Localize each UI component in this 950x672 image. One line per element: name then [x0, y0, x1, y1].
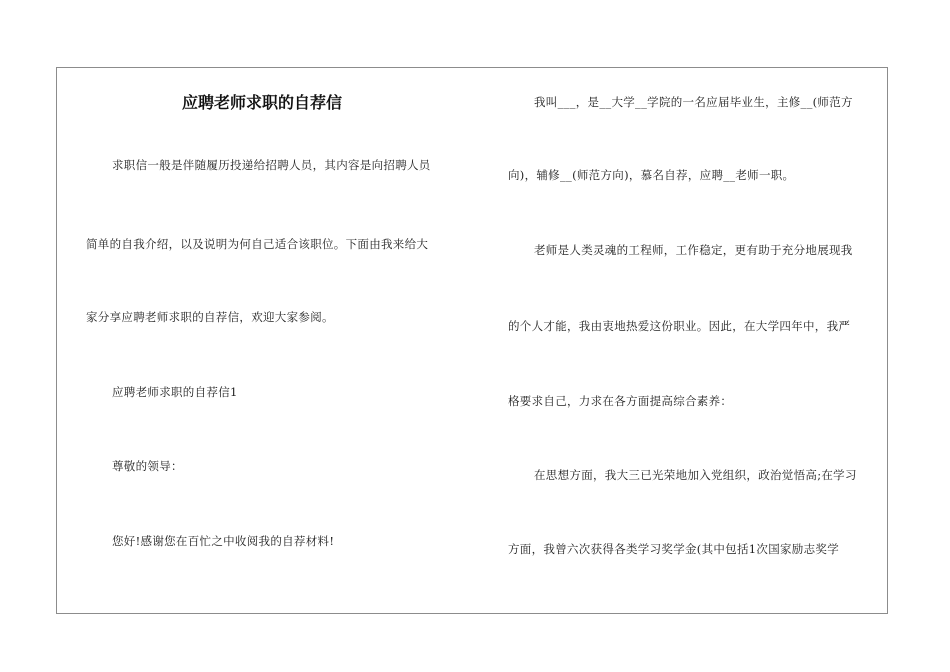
paragraph-line: 格要求自己，力求在各方面提高综合素养： [508, 394, 733, 408]
paragraph-line: 向)，辅修__(师范方向)，慕名自荐，应聘__老师一职。 [508, 168, 795, 182]
paragraph-line: 求职信一般是伴随履历投递给招聘人员，其内容是向招聘人员 [112, 158, 431, 172]
paragraph-line: 的个人才能，我由衷地热爱这份职业。因此，在大学四年中，我严 [508, 319, 851, 333]
paragraph-line: 在思想方面，我大三已光荣地加入党组织，政治觉悟高;在学习 [534, 468, 857, 482]
paragraph-line: 家分享应聘老师求职的自荐信，欢迎大家参阅。 [86, 310, 334, 324]
section-heading: 应聘老师求职的自荐信1 [112, 385, 238, 399]
paragraph-line: 您好!感谢您在百忙之中收阅我的自荐材料! [112, 534, 335, 548]
paragraph-line: 我叫___，是__大学__学院的一名应届毕业生，主修__(师范方 [534, 95, 853, 109]
salutation: 尊敬的领导： [112, 459, 183, 473]
paragraph-line: 简单的自我介绍，以及说明为何自己适合该职位。下面由我来给大 [86, 237, 429, 251]
paragraph-line: 老师是人类灵魂的工程师，工作稳定，更有助于充分地展现我 [534, 243, 853, 257]
paragraph-line: 方面，我曾六次获得各类学习奖学金(其中包括1次国家励志奖学 [508, 542, 839, 556]
page-frame [56, 67, 888, 614]
document-title: 应聘老师求职的自荐信 [181, 93, 342, 112]
